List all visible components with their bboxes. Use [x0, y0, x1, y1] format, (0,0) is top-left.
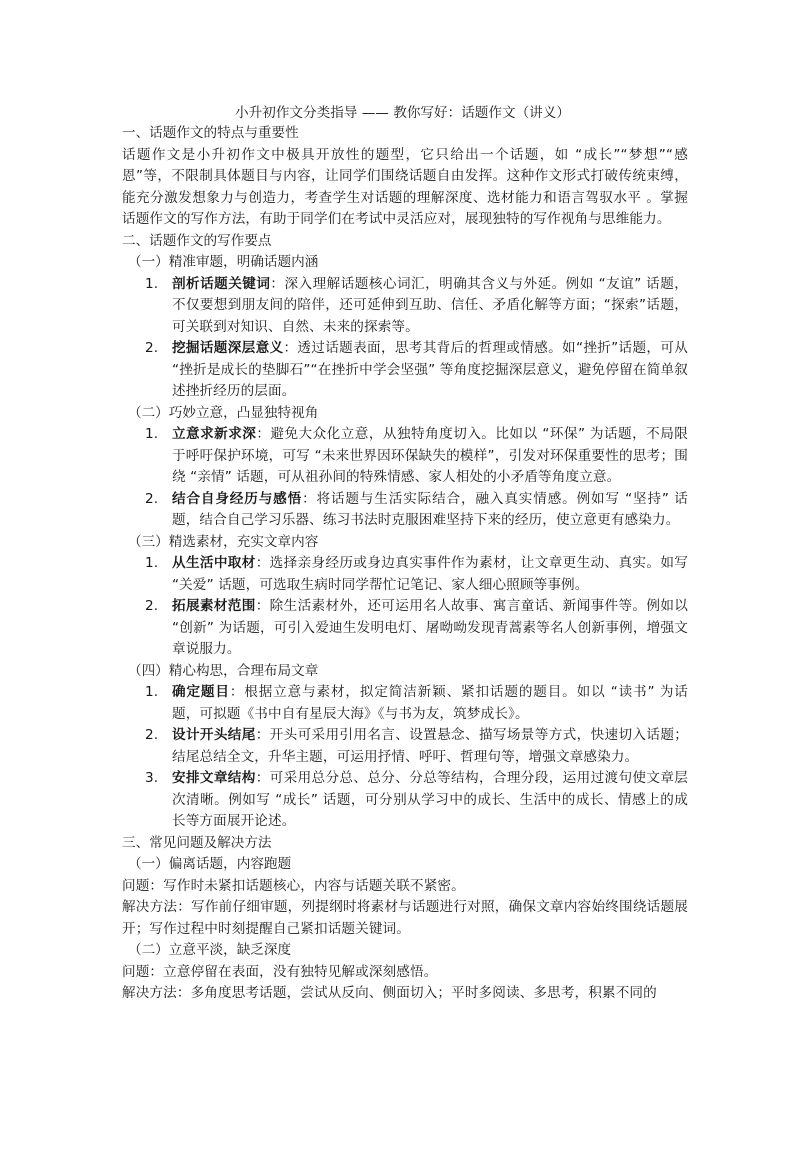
item-text: ：避免大众化立意，从独特角度切入。比如以 “环保” 为话题，不局限于呼吁保护环境，可写 “未来世界因环保缺失的模样”，引发对环保重要性的思考；围绕 “亲情” 话题，可从祖孙间的特殊情感、家人相处的小矛盾等角度立意。: [172, 426, 688, 485]
point-list: [122, 274, 688, 403]
list-item: [122, 725, 688, 768]
item-term: 安排文章结构: [172, 770, 256, 786]
item-text: ：根据立意与素材，拟定简洁新颖、紧扣话题的题目。如以 “读书” 为话题，可拟题《书中自有星辰大海》《与书为友，筑梦成长》。: [172, 684, 688, 722]
document-body: [122, 123, 688, 1005]
item-text: ：透过话题表面，思考其背后的哲理或情感。如“挫折”话题，可从 “挫折是成长的垫脚石”“在挫折中学会坚强” 等角度挖掘深层意义，避免停留在简单叙述挫折经历的层面。: [172, 340, 688, 399]
subsection-heading: （一）偏离话题，内容跑题: [128, 856, 292, 872]
item-number: 2.: [145, 598, 159, 614]
point-list: [122, 682, 688, 833]
list-item: [122, 768, 688, 833]
item-number: 3.: [145, 770, 159, 786]
item-term: 结合自身经历与感悟: [172, 490, 303, 507]
item-text: ：选择亲身经历或身边真实事件作为素材，让文章更生动、真实。如写 “关爱” 话题，可选取生病时同学帮忙记笔记、家人细心照顾等事例。: [172, 555, 688, 593]
item-number: 2.: [145, 340, 159, 356]
list-item: [122, 489, 688, 532]
item-number: 1.: [145, 426, 159, 442]
item-text: ：深入理解话题核心词汇，明确其含义与外延。例如 “友谊” 话题，不仅要想到朋友间的陪伴，还可延伸到互助、信任、矛盾化解等方面；“探索”话题，可关联到对知识、自然、未来的探索等。: [172, 275, 688, 335]
item-text: ：将话题与生活实际结合，融入真实情感。例如写 “坚持” 话题，结合自己学习乐器、练习书法时克服困难坚持下来的经历，使立意更有感染力。: [172, 490, 688, 528]
item-term: 挖掘话题深层意义: [172, 340, 284, 356]
section-heading-3: 三、常见问题及解决方法: [122, 834, 272, 851]
item-term: 从生活中取材: [172, 555, 256, 571]
list-item: [122, 424, 688, 489]
list-item: [122, 274, 688, 339]
page-title: 小升初作文分类指导 —— 教你写好：话题作文（讲义）: [235, 105, 570, 121]
list-item: [122, 553, 688, 596]
item-number: 1.: [145, 275, 159, 292]
problem-text: 问题：写作时未紧扣话题核心，内容与话题关联不紧密。: [122, 877, 465, 894]
section-heading-1: 一、话题作文的特点与重要性: [122, 125, 299, 141]
item-term: 剖析话题关键词: [172, 275, 271, 292]
item-number: 1.: [145, 684, 159, 700]
list-item: [122, 596, 688, 661]
subsection-heading: （二）立意平淡，缺乏深度: [128, 942, 292, 958]
item-number: 2.: [145, 490, 159, 507]
item-term: 拓展素材范围: [172, 598, 256, 614]
subsection-heading: （四）精心构思，合理布局文章: [128, 662, 319, 679]
point-list: [122, 553, 688, 661]
list-item: [122, 682, 688, 725]
subsection-heading: （一）精准审题，明确话题内涵: [128, 254, 319, 270]
intro-paragraph: 话题作文是小升初作文中极具开放性的题型，它只给出一个话题，如 “成长”“梦想”“感恩”等，不限制具体题目与内容，让同学们围绕话题自由发挥。这种作文形式打破传统束缚，能充分激发想象力与创造力，考查学生对话题的理解深度、选材能力和语言驾驭水平 。掌握话题作文的写作方法，有助于同学们在考试中灵活应对，展现独特的写作视角与思维能力。: [122, 146, 688, 227]
item-text: ：可采用总分总、总分、分总等结构，合理分段，运用过渡句使文章层次清晰。例如写 “成长” 话题，可分别从学习中的成长、生活中的成长、情感上的成长等方面展开论述。: [172, 770, 688, 829]
section-heading-2: 二、话题作文的写作要点: [122, 232, 272, 249]
item-term: 设计开头结尾: [172, 727, 256, 743]
item-text: ：除生活素材外，还可运用名人故事、寓言童话、新闻事件等。例如以 “创新” 为话题，可引入爱迪生发明电灯、屠呦呦发现青蒿素等名人创新事例，增强文章说服力。: [172, 598, 688, 657]
item-term: 立意求新求深: [172, 426, 257, 442]
list-item: [122, 338, 688, 403]
item-number: 1.: [145, 555, 159, 571]
solution-text: 解决方法：写作前仔细审题，列提纲时将素材与话题进行对照，确保文章内容始终围绕话题展开；写作过程中时刻提醒自己紧扣话题关键词。: [122, 899, 688, 937]
subsection-heading: （三）精选素材，充实文章内容: [128, 533, 319, 550]
problem-text: 问题：立意停留在表面，没有独特见解或深刻感悟。: [122, 963, 438, 980]
item-number: 2.: [145, 727, 159, 743]
solution-text: 解决方法：多角度思考话题，尝试从反向、侧面切入；平时多阅读、多思考，积累不同的: [122, 985, 657, 1001]
item-text: ：开头可采用引用名言、设置悬念、描写场景等方式，快速切入话题；结尾总结全文，升华主题，可运用抒情、呼吁、哲理句等，增强文章感染力。: [172, 727, 688, 765]
subsection-heading: （二）巧妙立意，凸显独特视角: [128, 404, 319, 421]
item-term: 确定题目: [172, 684, 230, 700]
point-list: [122, 424, 688, 532]
